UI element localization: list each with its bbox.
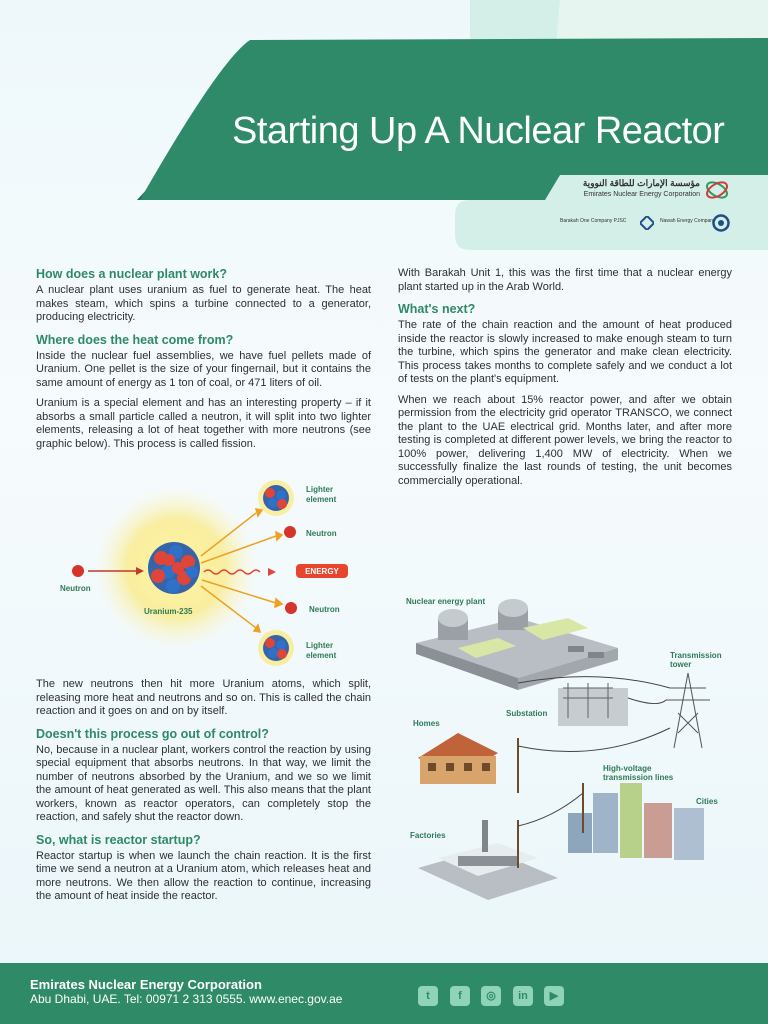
logo-english-text: Emirates Nuclear Energy Corporation (583, 191, 700, 198)
barakah-mark-icon (640, 216, 654, 230)
subsidiary-logos (560, 212, 740, 238)
uranium-label: Uranium-235 (144, 607, 193, 616)
nawah-logo-text: Nawah Energy Company (660, 218, 716, 224)
tower-label: Transmission (670, 651, 722, 660)
cities-label: Cities (696, 797, 718, 806)
neutron-out-1 (284, 526, 296, 538)
heading-out-of-control: Doesn't this process go out of control? (36, 726, 269, 741)
paragraph: The rate of the chain reaction and the amount of heat produced inside the reactor is slowly increased to make enough steam to turn the turbine, which spins the generator and make clean electricity. This process takes months to complete safely and we conduct a lot of tests on the plant's equipment. (398, 319, 732, 385)
city-buildings (568, 783, 704, 860)
incoming-neutron (72, 565, 84, 577)
paragraph: Reactor startup is when we launch the chain reaction. It is the first time we send a neutron at a Uranium atom, which releases heat and more neutrons. We then allow the reaction to continue, increasing the amount of heat inside the reactor. (36, 849, 371, 902)
right-column (398, 267, 732, 495)
lighter-element-label: element (306, 495, 337, 504)
linkedin-icon[interactable]: in (513, 986, 533, 1006)
twitter-icon[interactable]: t (418, 986, 438, 1006)
homes (418, 733, 498, 784)
heading-how-plant-works: How does a nuclear plant work? (36, 267, 228, 281)
hv-lines-label: High-voltage (603, 764, 652, 773)
heading-whats-next: What's next? (398, 302, 476, 316)
neutron-label: Neutron (309, 605, 340, 614)
barakah-logo-text: Barakah One Company PJSC (560, 218, 627, 224)
left-column-lower (36, 678, 371, 911)
plant-label: Nuclear energy plant (406, 597, 486, 606)
footer-company: Emirates Nuclear Energy Corporation (30, 977, 262, 992)
neutron-in-label: Neutron (60, 584, 91, 593)
youtube-icon[interactable]: ▶ (544, 986, 564, 1006)
nawah-mark-icon (712, 214, 730, 232)
enec-mark-icon (704, 177, 730, 203)
facebook-icon[interactable]: f (450, 986, 470, 1006)
energy-label: ENERGY (305, 567, 339, 576)
uranium-nucleus (148, 542, 200, 594)
paragraph: Inside the nuclear fuel assemblies, we have fuel pellets made of Uranium. One pellet is the size of your fingernail, but it contains the same amount of energy as 1 ton of coal, or 471 liters of oil. (36, 349, 371, 389)
fission-diagram (36, 468, 371, 676)
logo-arabic-text: مؤسسة الإمارات للطاقة النووية (582, 178, 700, 188)
paragraph: Uranium is a special element and has an interesting property – if it absorbs a small particle called a neutron, it will split into two lighter elements, releasing a lot of heat together with more neutrons (see graphic below). This process is called fission. (36, 397, 371, 450)
lighter-element-label: Lighter (306, 485, 334, 494)
substation (558, 683, 628, 726)
tower-label: tower (670, 660, 692, 669)
power-grid-illustration (398, 588, 736, 918)
footer-address[interactable]: Abu Dhabi, UAE. Tel: 00971 2 313 0555. www.enec.gov.ae (30, 992, 343, 1006)
factories-label: Factories (410, 831, 446, 840)
paragraph: No, because in a nuclear plant, workers control the reaction by using special equipment that absorbs neutrons. In that way, we limit the number of neutrons absorbed by the Uranium, and we so we limit the amount of heat generated as well. This also means that the plant workers, known as reactor operators, can completely stop the reaction, and safely shut the reactor down. (36, 743, 371, 823)
lighter-element-label: Lighter (306, 641, 334, 650)
neutron-out-2 (285, 602, 297, 614)
heading-heat-source: Where does the heat come from? (36, 332, 234, 347)
page-title: Starting Up A Nuclear Reactor (232, 110, 725, 152)
neutron-label: Neutron (306, 529, 337, 538)
hv-lines-label: transmission lines (603, 773, 674, 782)
lighter-element-label: element (306, 651, 337, 660)
paragraph: With Barakah Unit 1, this was the first time that a nuclear energy plant started up in the Arab World. (398, 267, 732, 293)
paragraph: When we reach about 15% reactor power, and after we obtain permission from the electricity grid operator TRANSCO, we connect the plant to the UAE electrical grid. Months later, and after more testing is completed at different power levels, we bring the reactor to 100% power, delivering 1,400 MW of electricity. When we successfully finalize the last rounds of testing, the unit becomes commercially operational. (398, 393, 732, 487)
homes-label: Homes (413, 719, 440, 728)
enec-logo (560, 174, 740, 208)
substation-label: Substation (506, 709, 548, 718)
footer (0, 963, 768, 1024)
lighter-element-top (258, 480, 294, 516)
instagram-icon[interactable]: ◎ (481, 986, 501, 1006)
left-column (36, 266, 371, 458)
paragraph: The new neutrons then hit more Uranium atoms, which split, releasing more heat and neutrons and so on. This is called the chain reaction and it goes on and on by itself. (36, 678, 371, 717)
lighter-element-bottom (258, 630, 294, 666)
heading-reactor-startup: So, what is reactor startup? (36, 832, 201, 847)
transmission-tower (666, 673, 710, 748)
paragraph: A nuclear plant uses uranium as fuel to generate heat. The heat makes steam, which spins a turbine connected to a generator, producing electricity. (36, 284, 371, 323)
